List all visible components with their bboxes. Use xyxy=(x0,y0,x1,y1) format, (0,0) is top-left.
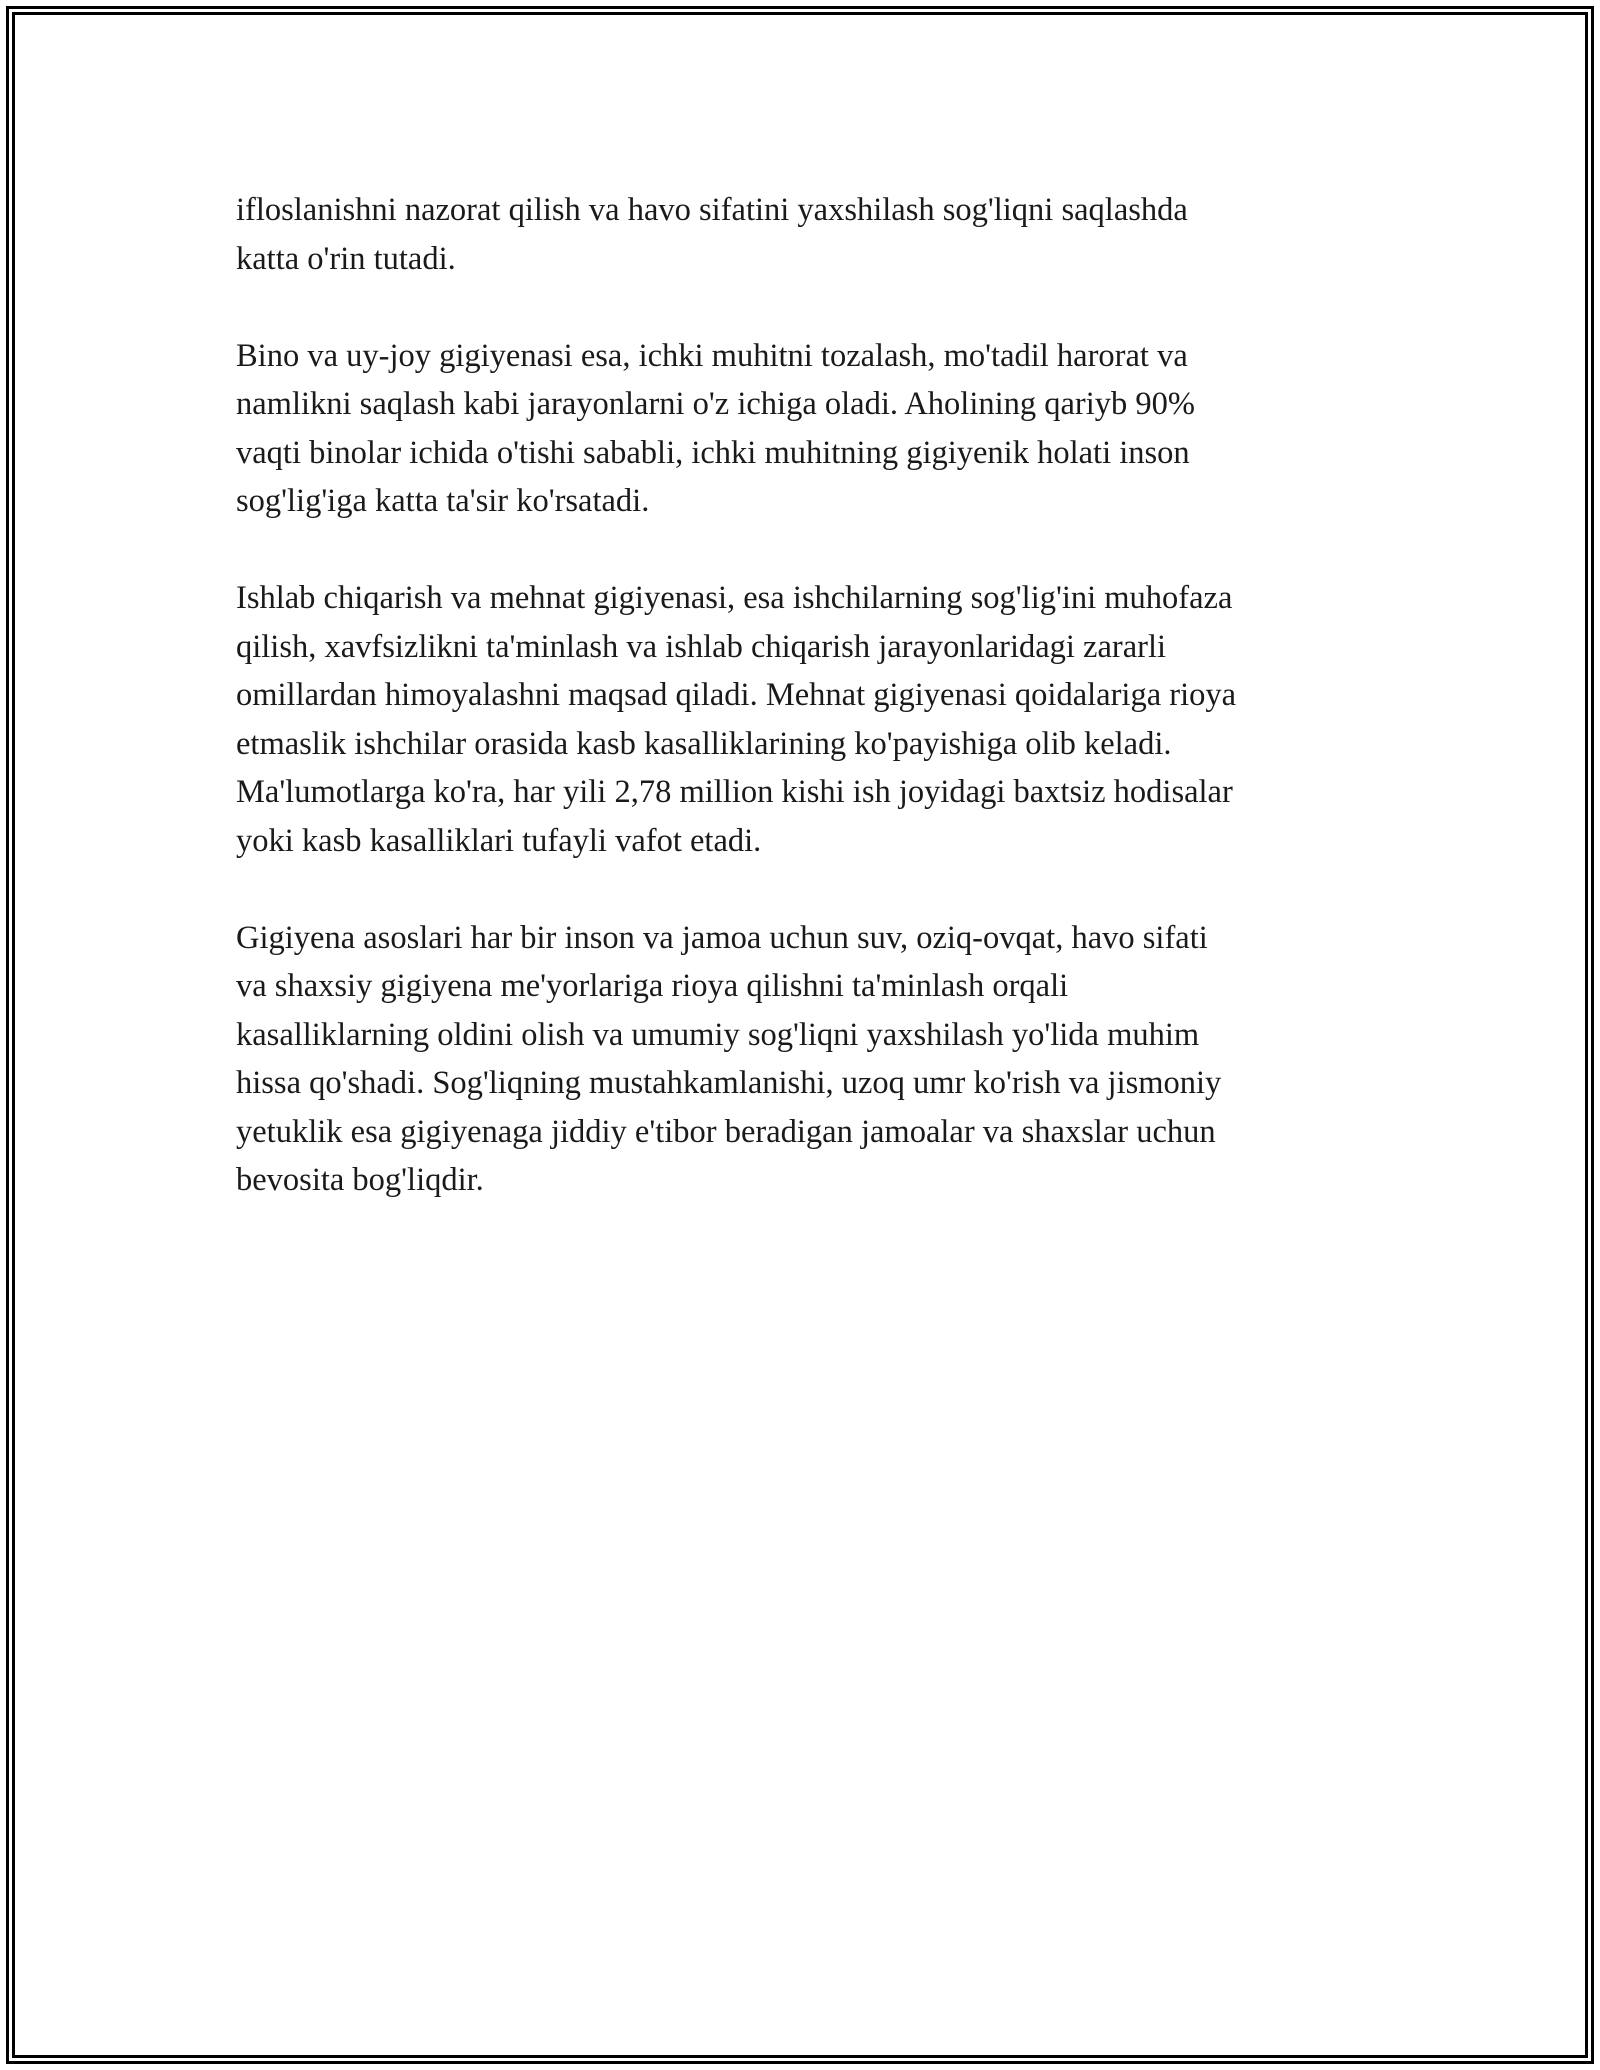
paragraph-occupational-hygiene: Ishlab chiqarish va mehnat gigiyenasi, esa ishchilarning sog'lig'ini muhofaza qilish, xavfsizlikni ta'minlash va ishlab chiqarish jarayonlaridagi zararli omillardan himoyalashni maqsad qiladi. Mehnat gigiyenasi qoidalariga rioya etmaslik ishchilar orasida kasb kasalliklarining ko'payishiga olib keladi. Ma'lumotlarga ko'ra, har yili 2,78 million kishi ish joyidagi baxtsiz hodisalar yoki kasb kasalliklari tufayli vafot etadi. xyxy=(236,580,1237,859)
paragraph-housing-hygiene: Bino va uy-joy gigiyenasi esa, ichki muhitni tozalash, mo'tadil harorat va namlikni saqlash kabi jarayonlarni o'z ichiga oladi. Aholining qariyb 90% vaqti binolar ichida o'tishi sababli, ichki muhitning gigiyenik holati inson sog'lig'iga katta ta'sir ko'rsatadi. xyxy=(236,337,1195,519)
paragraph-hygiene-fundamentals: Gigiyena asoslari har bir inson va jamoa uchun suv, oziq-ovqat, havo sifati va shaxsiy gigiyena me'yorlariga rioya qilishni ta'minlash orqali kasalliklarning oldini olish va umumiy sog'liqni yaxshilash yo'lida muhim hissa qo'shadi. Sog'liqning mustahkamlanishi, uzoq umr ko'rish va jismoniy yetuklik esa gigiyenaga jiddiy e'tibor beradigan jamoalar va shaxslar uchun bevosita bog'liqdir. xyxy=(236,919,1222,1198)
paragraph-air-quality: ifloslanishni nazorat qilish va havo sifatini yaxshilash sog'liqni saqlashda katta o'rin tutadi. xyxy=(236,192,1188,277)
document-body xyxy=(236,186,1376,1253)
